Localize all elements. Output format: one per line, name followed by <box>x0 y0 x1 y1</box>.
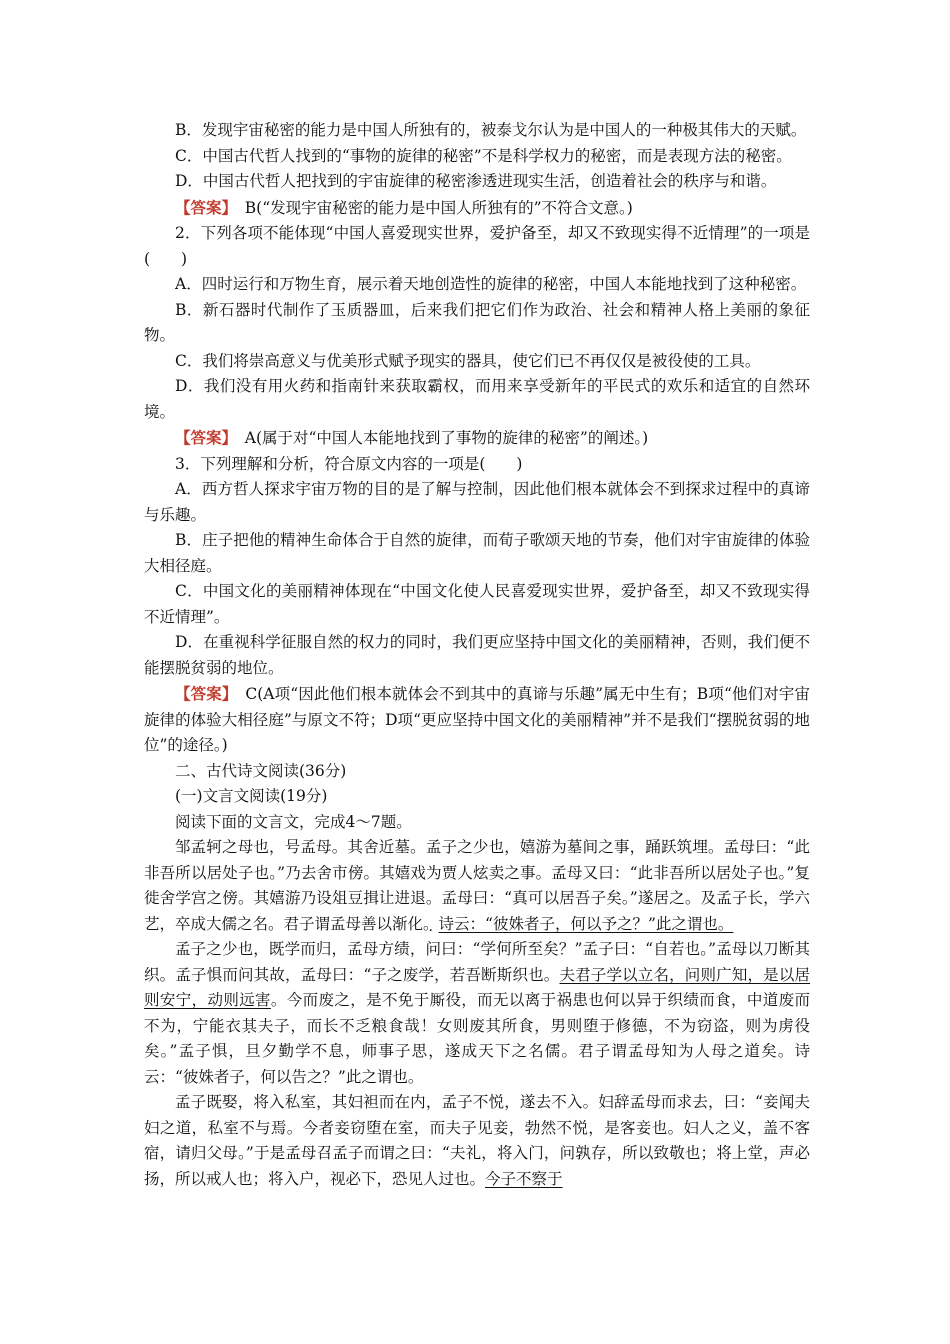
q3-option-d: D．在重视科学征服自然的权力的同时，我们更应坚持中国文化的美丽精神，否则，我们便不能摆脱贫弱的地位。 <box>144 633 810 677</box>
q2-stem: 2．下列各项不能体现“中国人喜爱现实世界，爱护备至，却又不致现实得不近情理”的一项是( ) <box>144 224 810 268</box>
q2-answer-text: A(属于对“中国人本能地找到了事物的旋律的秘密”的阐述。) <box>229 429 649 447</box>
q2-option-d: D．我们没有用火药和指南针来获取霸权，而用来享受新年的平民式的欢乐和适宜的自然环境。 <box>144 377 810 421</box>
passage-paragraph-3 <box>144 1090 810 1192</box>
passage-text: 邹孟轲之母也，号孟母。其舍近墓。孟子之少也，嬉游为墓间之事，踊跃筑埋。孟母曰：“此非吾所以居处子也。”乃去舍市傍。其嬉戏为贾人炫卖之事。孟母又曰：“此非吾所以居处子也。”复徙舍学宫之傍。其嬉游乃设俎豆揖让进退。孟母曰：“真可以居吾子矣。”遂居之。及孟子长，学六艺，卒成大儒之名。君子谓孟母善以渐 <box>144 838 810 933</box>
q3-stem: 3．下列理解和分析，符合原文内容的一项是( ) <box>175 454 523 473</box>
emphasis-char: 化 <box>407 914 424 933</box>
q3-option-b: B．庄子把他的精神生命体合于自然的旋律，而荀子歌颂天地的节奏，他们对宇宙旋律的体验大相径庭。 <box>144 531 810 575</box>
passage-paragraph-1 <box>144 835 810 937</box>
underlined-sentence: 诗云：“彼姝者子，何以予之？”此之谓也。 <box>438 914 734 933</box>
section-subtitle: (一)文言文阅读(19分) <box>175 787 328 805</box>
passage-text: 其夫子，而长不乏粮食哉！女则废其所食，男则堕于修德，不为窃盗，则为虏役矣。”孟子惧，旦夕勤学不息，师事子思，遂成天下之名儒。君子谓孟母知为人母之道矣。诗云：“彼姝者子，何以告之？”此之谓也。 <box>144 1016 810 1086</box>
passage-paragraph-2 <box>144 937 810 1090</box>
q1-option-c: C．中国古代哲人找到的“事物的旋律的秘密”不是科学权力的秘密，而是表现方法的秘密。 <box>175 146 792 165</box>
underlined-sentence: 今子不察于 <box>485 1169 563 1188</box>
q1-answer <box>144 195 810 222</box>
passage-text: 。 <box>423 914 439 933</box>
passage-text: 孟子既娶，将入私室，其妇袒而在内，孟子不悦，遂去不入。妇辞孟母而求去，曰：“妾闻夫妇之道，私室不与焉。今者妾窃堕在室，而夫子见妾，勃然不悦，是客妾也。妇人之义，盖不客宿，请归父母。”于是孟母召孟子而谓之曰：“夫礼，将入门，问孰存，所以致敬也；将上堂，声必扬，所以戒人也；将入户，视必下，恐见人过也。 <box>144 1093 810 1188</box>
q3-option-c: C．中国文化的美丽精神体现在“中国文化使人民喜爱现实世界，爱护备至，却又不致现实得不近情理”。 <box>144 582 810 626</box>
page-content <box>144 118 810 1192</box>
answer-tag: 【答案】 <box>175 428 230 447</box>
q2-option-a: A．四时运行和万物生育，展示着天地创造性的旋律的秘密，中国人本能地找到了这种秘密。 <box>175 275 807 293</box>
section-instruction: 阅读下面的文言文，完成4～7题。 <box>175 812 412 831</box>
underlined-sentence: 夫君子学以立名，问则广知，是以居则安宁，动则远害 <box>144 965 810 1009</box>
passage-text: 孟子之少也，既学而归，孟母方绩，问曰：“学何所至矣？”孟子曰：“自若也。”孟母以刀断其织。孟子惧而问其故，孟母曰：“子之废学，若吾断斯织也。 <box>144 940 810 984</box>
q2-answer <box>144 425 810 452</box>
q1-answer-text: B(“发现宇宙秘密的能力是中国人所独有的”不符合文意。) <box>229 198 633 217</box>
q3-answer <box>144 681 810 759</box>
answer-tag: 【答案】 <box>175 197 230 217</box>
q3-option-a: A．西方哲人探求宇宙万物的目的是了解与控制，因此他们根本就体会不到探求过程中的真谛与乐趣。 <box>144 480 810 524</box>
answer-tag: 【答案】 <box>175 684 230 703</box>
q1-option-d: D．中国古代哲人把找到的宇宙旋律的秘密渗透进现实生活，创造着社会的秩序与和谐。 <box>175 172 777 190</box>
section-title: 二、古代诗文阅读(36分) <box>175 761 347 780</box>
q2-option-b: B．新石器时代制作了玉质器皿，后来我们把它们作为政治、社会和精神人格上美丽的象征物。 <box>144 300 810 344</box>
q3-answer-text: C(A项“因此他们根本就体会不到其中的真谛与乐趣”属无中生有；B项“他们对宇宙旋律的体验大相径庭”与原文不符；D项“更应坚持中国文化的美丽精神”并不是我们“摆脱贫弱的地位”的途径。) <box>144 685 810 754</box>
q1-option-b: B．发现宇宙秘密的能力是中国人所独有的，被泰戈尔认为是中国人的一种极其伟大的天赋。 <box>175 121 807 139</box>
passage-text: 。今而废之，是不免于厮役，而无以离于祸患也何以异于织绩而食，中道废而不为，宁能 <box>144 991 810 1035</box>
q2-option-c: C．我们将崇高意义与优美形式赋予现实的器具，使它们已不再仅仅是被役使的工具。 <box>175 351 761 370</box>
emphasis-char: 衣 <box>225 1016 242 1035</box>
